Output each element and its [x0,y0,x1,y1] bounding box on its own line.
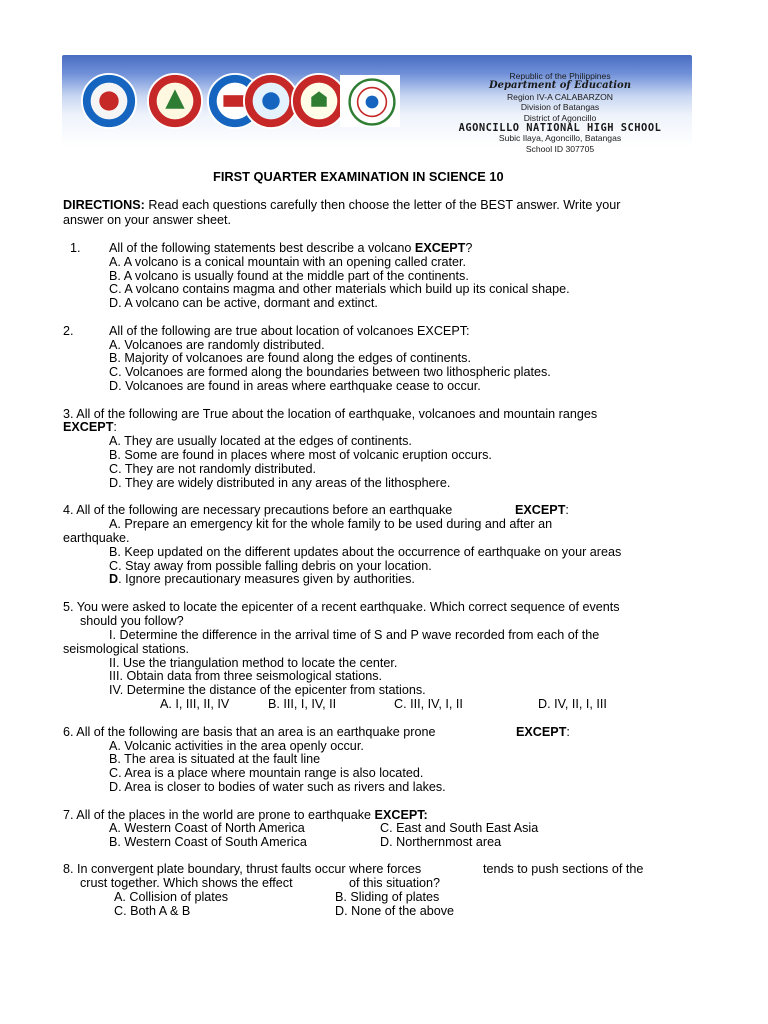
q7-stem-text: 7. All of the places in the world are prone to earthquake [63,808,375,822]
q3-colon: : [113,420,117,434]
q2-choice-d: D. Volcanoes are found in areas where earthquake cease to occur. [109,379,481,393]
q8-choice-a: A. Collision of plates [114,890,229,904]
q5-choice-b: B. III, I, IV, II [268,697,337,711]
q2-number: 2. [63,324,74,338]
q1-stem-end: ? [465,241,473,255]
q4-stem: 4. All of the following are necessary precautions before an earthquake [63,503,453,517]
directions-line-1 [63,198,620,212]
q1-choice-d: D. A volcano can be active, dormant and extinct. [109,296,378,310]
school-id: School ID 307705 [525,143,595,154]
q6-choice-b: B. The area is situated at the fault line [109,752,321,766]
q4-choice-c: C. Stay away from possible falling debris on your location. [109,559,432,573]
district-text: District of Agoncillo [523,112,597,123]
q5-choice-c: C. III, IV, I, II [394,697,463,711]
q1-choice-c: C. A volcano contains magma and other materials which build up its conical shape. [109,282,570,296]
q1-choice-b: B. A volcano is usually found at the middle part of the continents. [109,269,469,283]
q6-colon: : [566,725,570,739]
q4-choice-a: A. Prepare an emergency kit for the whole family to be used during and after an [109,517,553,531]
q5-step-ii: II. Use the triangulation method to locate the center. [109,656,398,670]
q3-choice-d: D. They are widely distributed in any areas of the lithosphere. [109,476,451,490]
q4-colon: : [565,503,569,517]
q8-choice-c: C. Both A & B [114,904,191,918]
region-text: Region IV-A CALABARZON [506,91,614,102]
school-seal-icon [146,72,204,130]
q8-stem-part-1: 8. In convergent plate boundary, thrust faults occur where forces [63,862,422,876]
q5-choice-a: A. I, III, II, IV [160,697,230,711]
q2-choice-a: A. Volcanoes are randomly distributed. [109,338,325,352]
exam-title: FIRST QUARTER EXAMINATION IN SCIENCE 10 [213,169,504,184]
q5-stem: 5. You were asked to locate the epicenter of a recent earthquake. Which correct sequence of events [63,600,620,614]
q6-except [516,725,570,739]
q5-step-iii: III. Obtain data from three seismological stations. [109,669,382,683]
directions-line-2: answer on your answer sheet. [63,213,232,227]
q2-choice-c: C. Volcanoes are formed along the boundaries between two lithospheric plates. [109,365,551,379]
q4-except-text: EXCEPT [515,503,566,517]
q4-choice-d [109,572,415,586]
q5-step-i: I. Determine the difference in the arrival time of S and P wave recorded from each of the [109,628,600,642]
q6-choice-c: C. Area is a place where mountain range is also located. [109,766,424,780]
deped-seal-icon [80,72,138,130]
q4-choice-d-text: . Ignore precautionary measures given by authorities. [118,572,415,586]
q1-stem-text: All of the following statements best describe a volcano [109,241,415,255]
q4-choice-d-letter: D [109,572,119,586]
q3-choice-a: A. They are usually located at the edges of continents. [109,434,412,448]
q8-choice-d: D. None of the above [335,904,455,918]
q7-choice-a: A. Western Coast of North America [109,821,305,835]
republic-text: Republic of the Philippines [509,71,611,81]
q5-step-iv: IV. Determine the distance of the epicenter from stations. [109,683,426,697]
directions-label: DIRECTIONS: [63,198,145,212]
school-address: Subic Ilaya, Agoncillo, Batangas [498,133,622,144]
q1-choice-a: A. A volcano is a conical mountain with an opening called crater. [109,255,467,269]
q2-stem: All of the following are true about location of volcanoes EXCEPT: [109,324,470,338]
q5-choice-d: D. IV, II, I, III [538,697,607,711]
agoncillo-nhs-seal-icon [348,78,396,126]
q6-choice-a: A. Volcanic activities in the area openly occur. [109,739,364,753]
q3-stem-line-2 [63,420,117,434]
school-info [420,71,700,154]
q3-stem: 3. All of the following are True about the location of earthquake, volcanoes and mountain ranges [63,407,598,421]
q2-choice-b: B. Majority of volcanoes are found along the edges of continents. [109,351,471,365]
q5-step-i-cont: seismological stations. [63,642,189,656]
q5-stem-line-2: should you follow? [80,614,184,628]
q7-choice-c: C. East and South East Asia [380,821,539,835]
q8-stem-part-3: crust together. Which shows the effect [80,876,293,890]
q7-choice-b: B. Western Coast of South America [109,835,307,849]
q8-stem-part-4: of this situation? [349,876,441,890]
deped-text: Department of Education [489,80,631,92]
q3-choice-c: C. They are not randomly distributed. [109,462,316,476]
q1-except: EXCEPT [414,241,466,255]
school-name: AGONCILLO NATIONAL HIGH SCHOOL [458,122,662,135]
q3-except: EXCEPT [63,420,114,434]
q3-choice-b: B. Some are found in places where most of volcanic eruption occurs. [109,448,492,462]
q8-choice-b: B. Sliding of plates [335,890,440,904]
division-text: Division of Batangas [520,102,600,113]
q4-choice-b: B. Keep updated on the different updates about the occurrence of earthquake on your areas [109,545,622,559]
q7-except: EXCEPT: [374,808,428,822]
q4-choice-a-cont: earthquake. [63,531,130,545]
q7-choice-d: D. Northernmost area [380,835,502,849]
q8-stem-part-2: tends to push sections of the [483,862,644,876]
q6-stem: 6. All of the following are basis that an area is an earthquake prone [63,725,436,739]
directions-text-1: Read each questions carefully then choose the letter of the BEST answer. Write your [144,198,621,212]
q1-stem [109,241,472,255]
q6-choice-d: D. Area is closer to bodies of water such as rivers and lakes. [109,780,446,794]
q6-except-text: EXCEPT [516,725,567,739]
q7-stem [63,808,428,822]
q4-except [515,503,569,517]
q1-number: 1. [70,241,81,255]
